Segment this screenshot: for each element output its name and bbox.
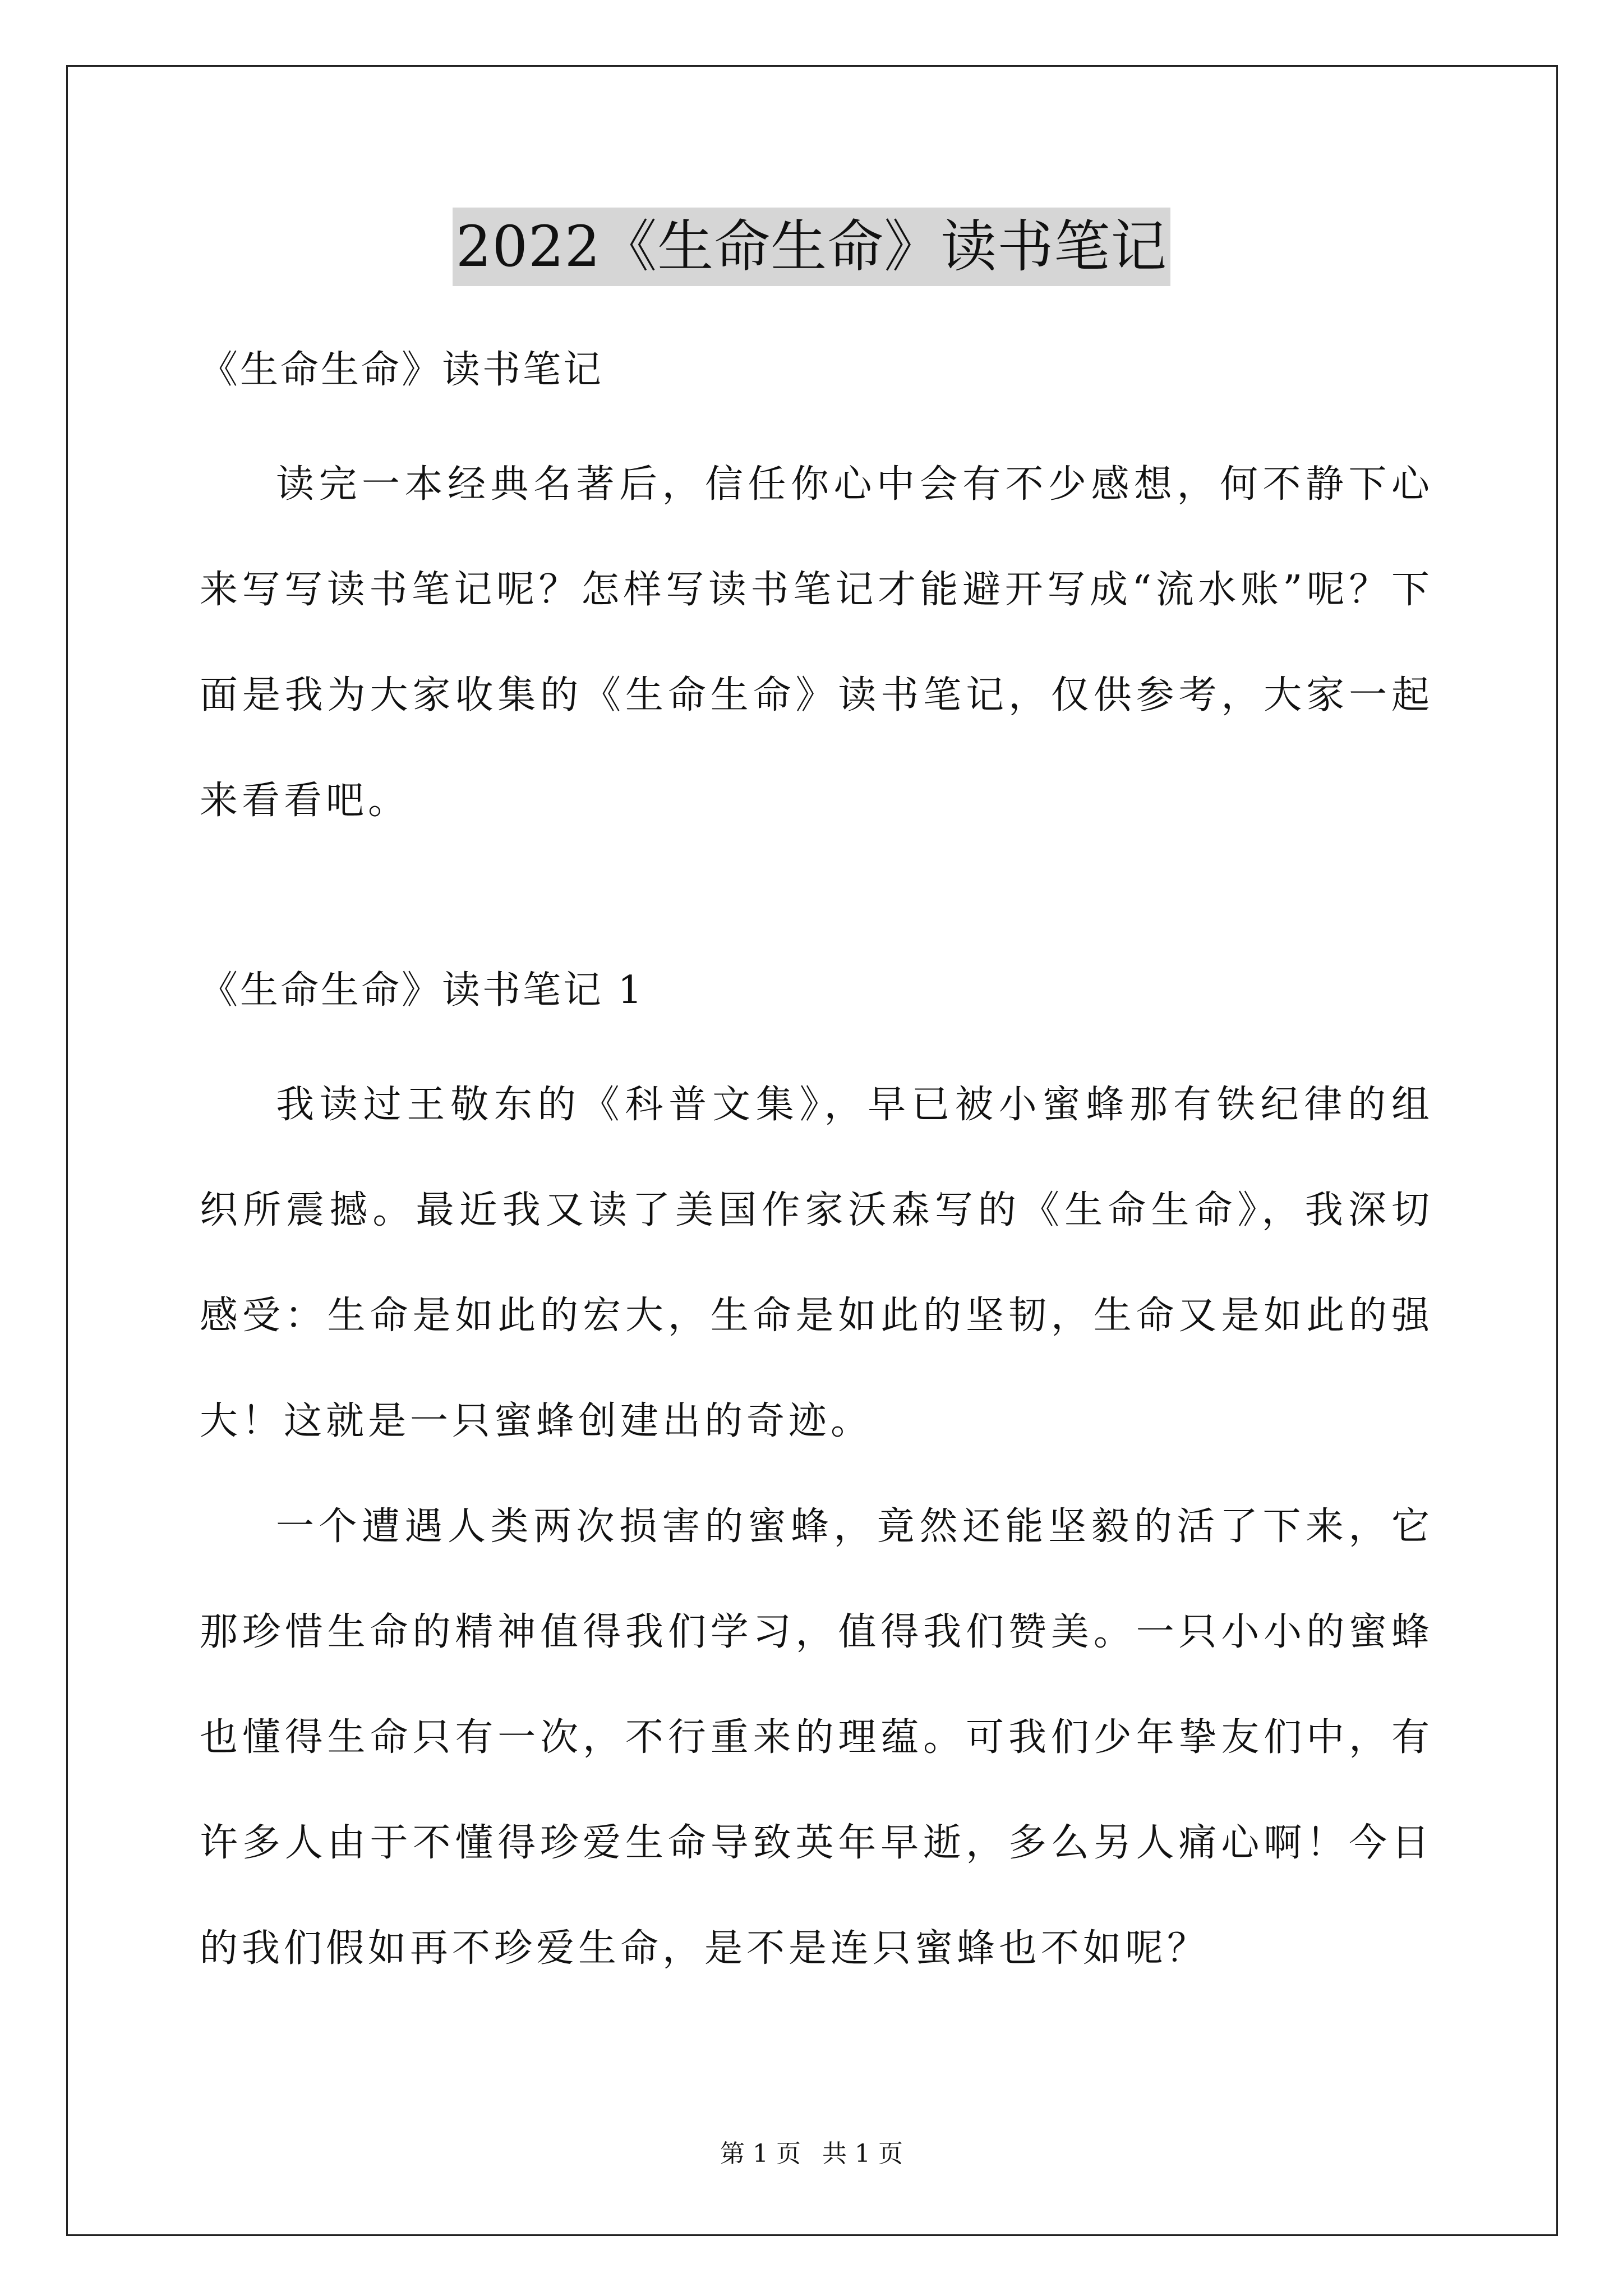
section-spacer xyxy=(200,854,1433,964)
document-body xyxy=(200,343,1433,2001)
section1-paragraph-1: 我读过王敬东的《科普文集》，早已被小蜜蜂那有铁纪律的组织所震撼。最近我又读了美国作家沃森写的《生命生命》，我深切感受：生命是如此的宏大，生命是如此的坚韧，生命又是如此的强大！这就是一只蜜蜂创建出的奇迹。 xyxy=(200,1083,1433,1443)
spacer xyxy=(200,1018,1433,1052)
intro-heading: 《生命生命》读书笔记 xyxy=(200,348,604,392)
page-footer xyxy=(0,2137,1623,2171)
document-title: 2022《生命生命》读书笔记 xyxy=(453,208,1171,286)
title-container xyxy=(0,208,1623,286)
section1-heading: 《生命生命》读书笔记 1 xyxy=(200,968,644,1013)
page-number: 第 1 页 xyxy=(720,2139,801,2168)
spacer xyxy=(200,397,1433,432)
intro-paragraph: 读完一本经典名著后，信任你心中会有不少感想，何不静下心来写写读书笔记呢？怎样写读书笔记才能避开写成“流水账”呢？下面是我为大家收集的《生命生命》读书笔记，仅供参考，大家一起来看看吧。 xyxy=(200,462,1433,823)
page-total: 共 1 页 xyxy=(822,2139,903,2168)
section1-paragraph-2: 一个遭遇人类两次损害的蜜蜂，竟然还能坚毅的活了下来，它那珍惜生命的精神值得我们学习，值得我们赞美。一只小小的蜜蜂也懂得生命只有一次，不行重来的理蕴。可我们少年挚友们中，有许多人由于不懂得珍爱生命导致英年早逝，多么另人痛心啊！今日的我们假如再不珍爱生命，是不是连只蜜蜂也不如呢？ xyxy=(200,1504,1433,1971)
